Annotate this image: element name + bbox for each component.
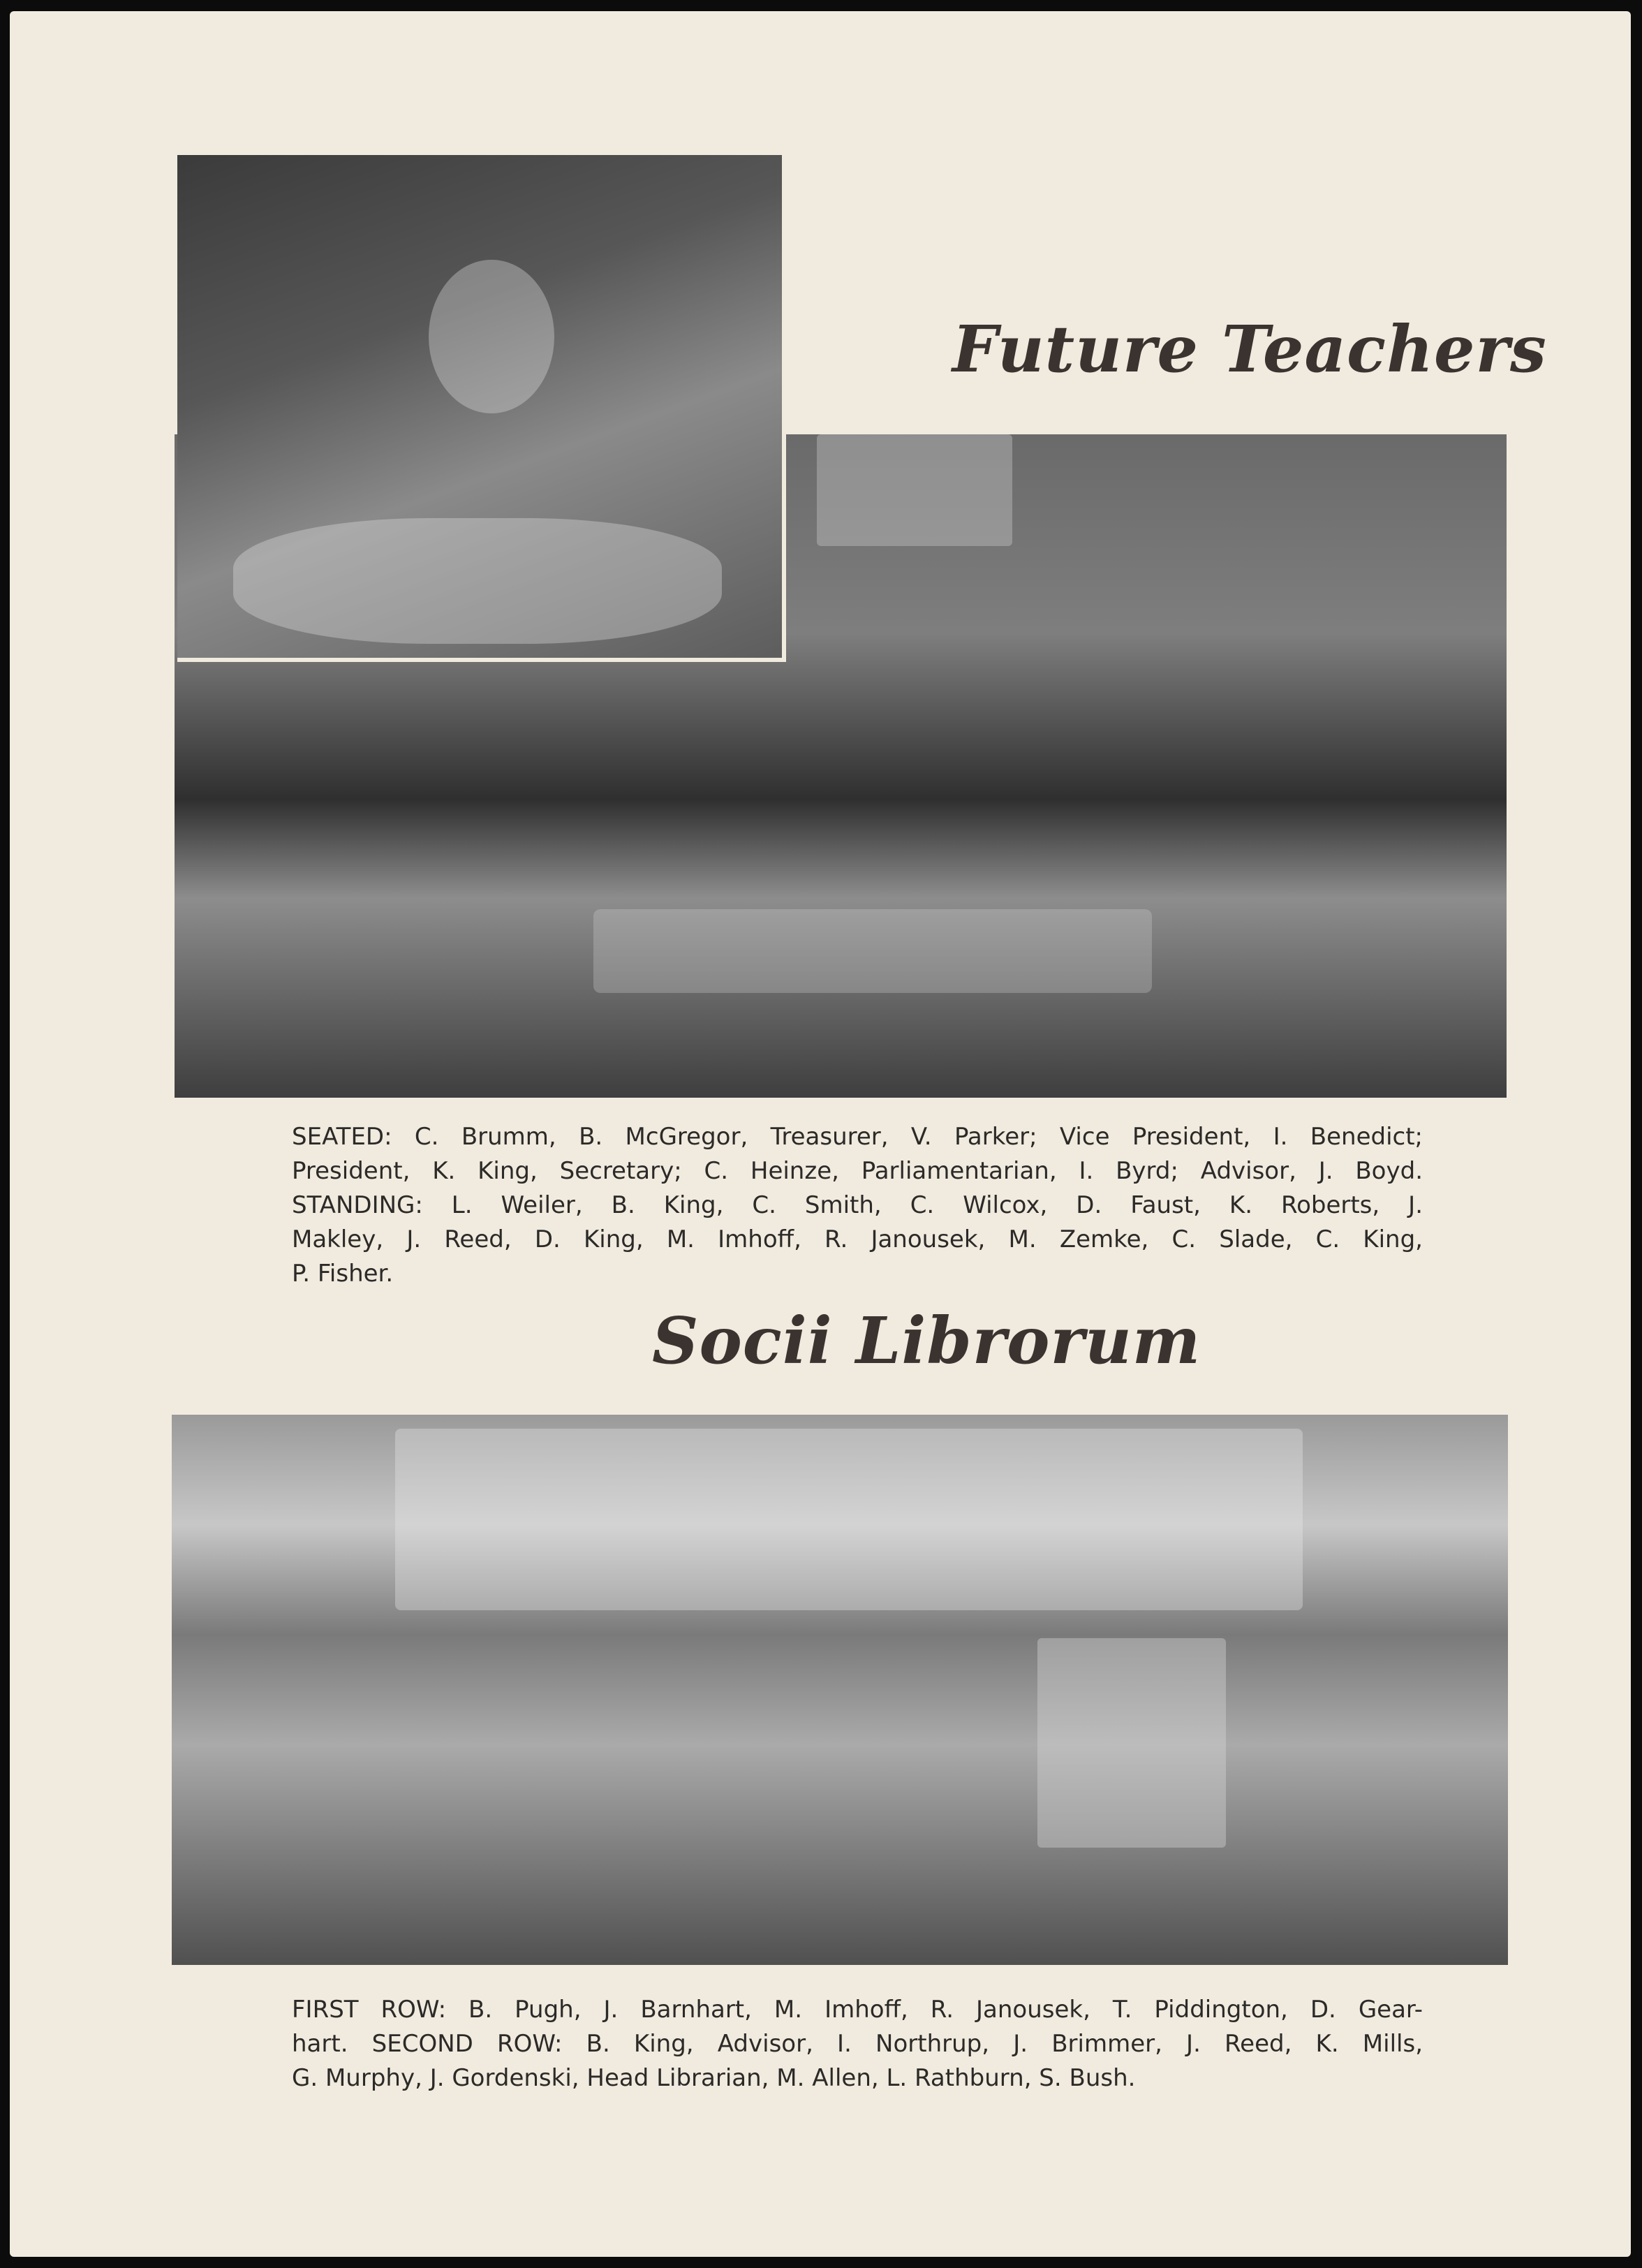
caption-line: STANDING: L. Weiler, B. King, C. Smith, C. Wilcox, D. Faust, K. Roberts, J.	[292, 1191, 1423, 1219]
section-title-future-teachers: Future Teachers	[952, 311, 1547, 387]
photo-table	[593, 909, 1152, 993]
caption-line: Makley, J. Reed, D. King, M. Imhoff, R. Janousek, M. Zemke, C. Slade, C. King,	[292, 1225, 1423, 1253]
photo-highlight	[429, 260, 554, 413]
photo-window	[817, 434, 1012, 546]
caption-line: President, K. King, Secretary; C. Heinze, Parliamentarian, I. Byrd; Advisor, J. Boyd.	[292, 1157, 1423, 1185]
section-title-socii-librorum: Socii Librorum	[652, 1303, 1201, 1378]
classroom-photo	[177, 155, 786, 662]
socii-librorum-caption	[292, 1993, 1423, 2096]
photo-highlight	[233, 518, 722, 644]
caption-line: hart. SECOND ROW: B. King, Advisor, I. Northrup, J. Brimmer, J. Reed, K. Mills,	[292, 2030, 1423, 2058]
caption-line: P. Fisher.	[292, 1260, 394, 1288]
photo-card-catalog	[1037, 1638, 1226, 1848]
photo-bulletin-board	[395, 1429, 1303, 1610]
caption-line: FIRST ROW: B. Pugh, J. Barnhart, M. Imhoff, R. Janousek, T. Piddington, D. Gear-	[292, 1996, 1423, 2024]
caption-line: G. Murphy, J. Gordenski, Head Librarian, M. Allen, L. Rathburn, S. Bush.	[292, 2064, 1136, 2092]
future-teachers-caption	[292, 1120, 1423, 1291]
yearbook-page	[10, 11, 1631, 2257]
caption-line: SEATED: C. Brumm, B. McGregor, Treasurer, V. Parker; Vice President, I. Benedict;	[292, 1123, 1423, 1151]
socii-librorum-group-photo	[172, 1415, 1508, 1965]
